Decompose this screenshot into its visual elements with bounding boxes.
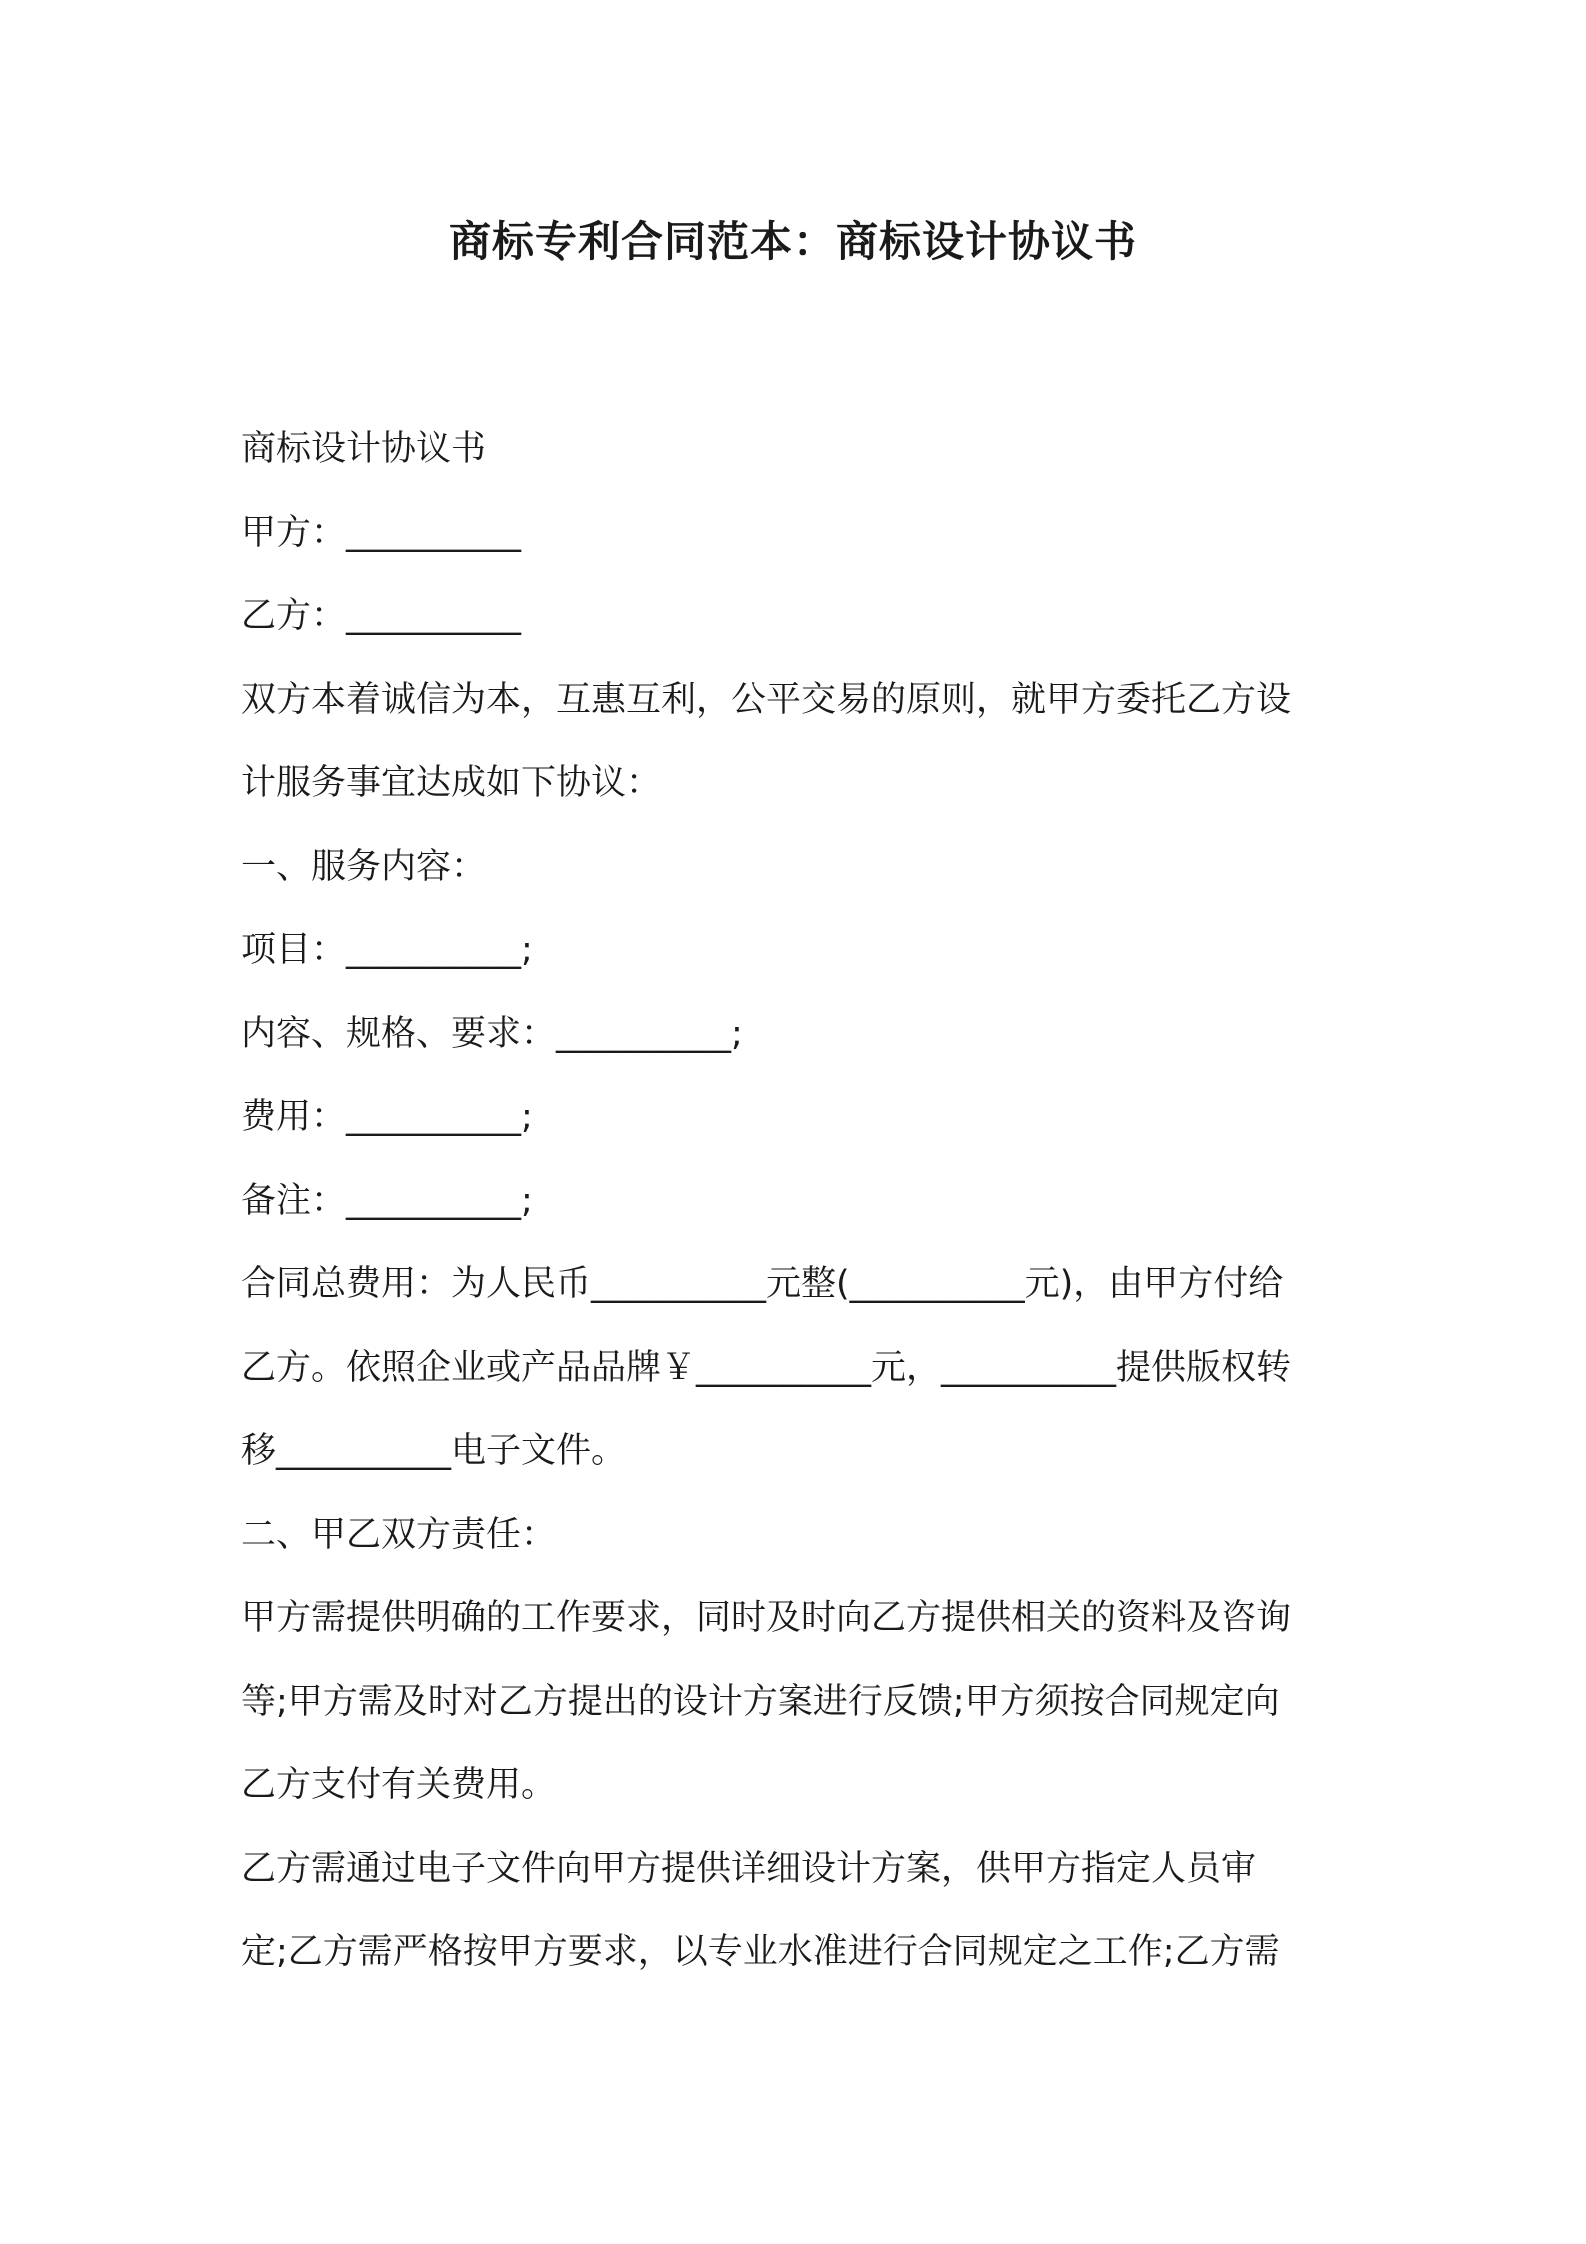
paragraph-line: 等;甲方需及时对乙方提出的设计方案进行反馈;甲方须按合同规定向 — [241, 1681, 1280, 1722]
fee-line: 合同总费用：为人民币__________元整(__________元)，由甲方付给 — [241, 1264, 1284, 1304]
field-line: 内容、规格、要求：__________; — [241, 1013, 743, 1054]
preamble-line: 双方本着诚信为本，互惠互利，公平交易的原则，就甲方委托乙方设 — [241, 679, 1292, 720]
fee-line: 移__________电子文件。 — [241, 1431, 627, 1471]
document-body — [241, 408, 1361, 1995]
field-line: 项目：__________; — [241, 930, 533, 970]
field-line: 费用：__________; — [241, 1097, 533, 1137]
paragraph-line: 定;乙方需严格按甲方要求，以专业水准进行合同规定之工作;乙方需 — [241, 1932, 1280, 1972]
paragraph-line: 乙方需通过电子文件向甲方提供详细设计方案，供甲方指定人员审 — [241, 1848, 1257, 1889]
page-title: 商标专利合同范本：商标设计协议书 — [448, 217, 1137, 266]
section-heading: 二、甲乙双方责任： — [241, 1514, 557, 1555]
paragraph-line: 甲方需提供明确的工作要求，同时及时向乙方提供相关的资料及咨询 — [241, 1598, 1292, 1638]
field-line: 备注：__________; — [241, 1180, 533, 1221]
fee-line: 乙方。依照企业或产品品牌￥__________元，__________提供版权转 — [241, 1347, 1292, 1388]
preamble-line: 计服务事宜达成如下协议： — [241, 763, 662, 803]
subtitle-line: 商标设计协议书 — [241, 429, 487, 469]
section-heading: 一、服务内容： — [241, 846, 487, 887]
party-a-line: 甲方：__________ — [241, 512, 522, 553]
paragraph-line: 乙方支付有关费用。 — [241, 1765, 557, 1805]
party-b-line: 乙方：__________ — [241, 596, 522, 636]
